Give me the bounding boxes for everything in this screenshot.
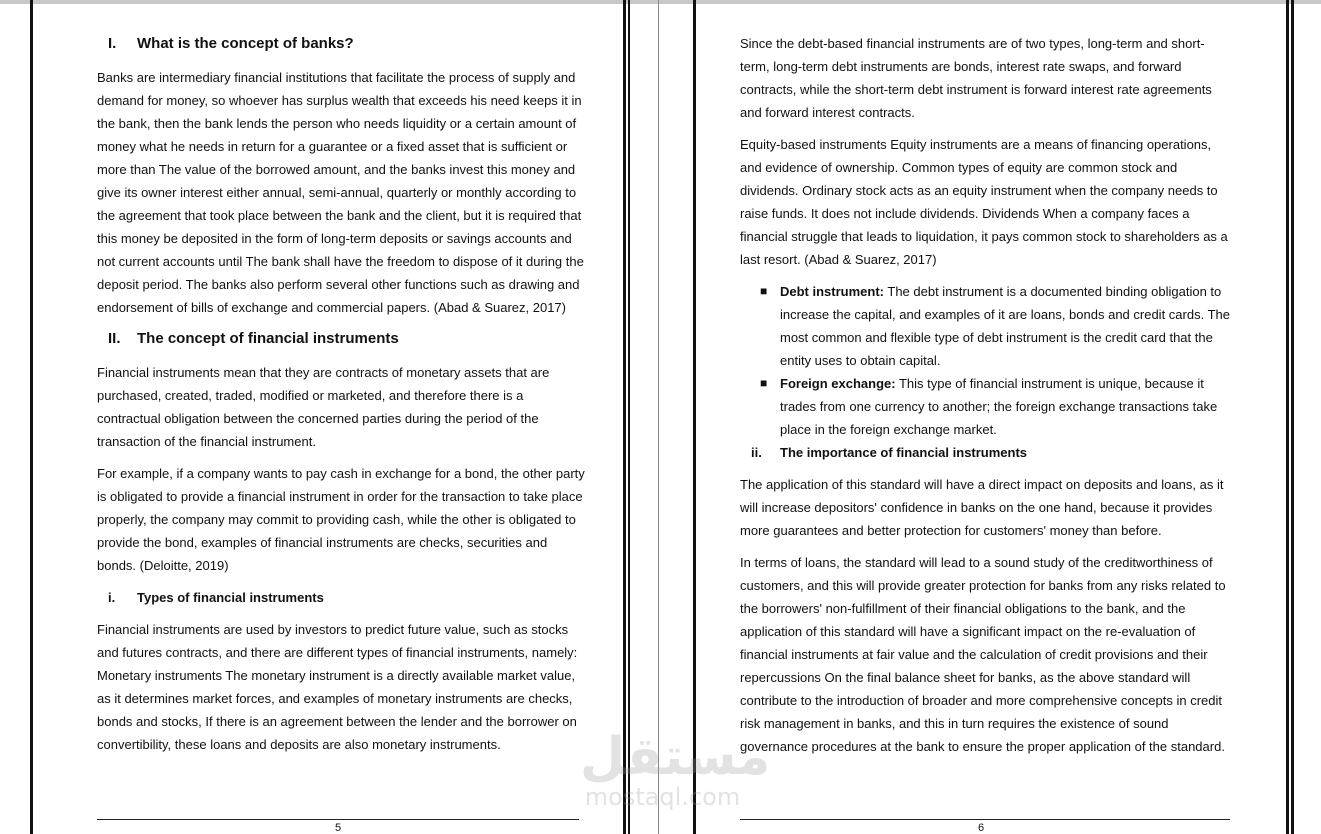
right-page-left-edge	[658, 0, 659, 834]
heading-title: Types of financial instruments	[137, 590, 324, 605]
right-page-right-border	[1286, 0, 1289, 834]
document-page-6	[696, 4, 1284, 834]
section-heading-concept-of-banks	[97, 33, 587, 55]
list-item	[740, 372, 1230, 441]
left-page-right-border	[623, 0, 626, 834]
document-page-5	[35, 4, 621, 834]
footer-rule	[97, 819, 579, 820]
paragraph-banks-definition: Banks are intermediary financial institutions that facilitate the process of supply and demand for money, so whoever has surplus wealth that exceeds his need keeps it in the bank, then the bank lends the person who needs liquidity or a certain amount of money what he needs in return for a guarantee or a fixed asset that is sufficient or more than The value of the borrowed amount, and the banks invest this money and give its owner interest either annual, semi-annual, quarterly or monthly according to the agreement that took place between the bank and the client, but it is required that this money be deposited in the form of long-term deposits or savings accounts and not current accounts until The bank shall have the freedom to dispose of it during the deposit period. The banks also perform several other functions such as drawing and endorsement of bills of exchange and commercial papers. (Abad & Suarez, 2017)	[97, 70, 584, 315]
page-5-content	[97, 33, 587, 765]
list-item	[740, 280, 1230, 372]
page-6-content	[740, 32, 1230, 767]
bullet-icon: ■	[760, 376, 768, 390]
footer-rule	[740, 819, 1230, 820]
mostaql-watermark	[580, 727, 771, 816]
bullet-term: Debt instrument:	[780, 284, 884, 299]
page-number: 5	[334, 822, 342, 834]
page-gap-border	[628, 0, 630, 834]
bullet-text: This type of financial instrument is unique, because it trades from one currency to another; the foreign exchange transactions take place in the foreign exchange market.	[780, 376, 1218, 437]
paragraph-standard-impact: The application of this standard will have a direct impact on deposits and loans, as it will increase depositors' confidence in banks on the one hand, because it provides more guarantees and better protection for customers' money than before.	[740, 477, 1224, 538]
heading-number: ii.	[751, 445, 762, 460]
paragraph-financial-instruments-meaning: Financial instruments mean that they are contracts of monetary assets that are purchased, created, traded, modified or marketed, and therefore there is a contractual obligation between the concerned parties during the period of the transaction of the financial instrument.	[97, 365, 550, 449]
heading-number: II.	[108, 330, 121, 347]
paragraph-types-of-instruments: Financial instruments are used by investors to predict future value, such as stocks and futures contracts, and there are different types of financial instruments, namely: Monetary instruments The monetary instrument is a directly available market value, as it determines market forces, and examples of monetary instruments are checks, bonds and stocks, If there is an agreement between the lender and the borrower on convertibility, these loans and deposits are also monetary instruments.	[97, 622, 578, 752]
paragraph-loans-impact: In terms of loans, the standard will lead to a sound study of the creditworthiness of customers, and this will provide greater protection for banks from any risks related to the borrowers' non-fulfillment of their financial obligations to the bank, and the application of this standard will have a significant impact on the re-evaluation of financial instruments at fair value and the calculation of credit provisions and their repercussions On the final balance sheet for banks, as the above standard will contribute to the introduction of broader and more comprehensive concepts in credit risk management in banks, and this in turn requires the existence of sound governance procedures at the bank to ensure the proper application of the standard.	[740, 555, 1226, 754]
section-heading-financial-instruments	[97, 328, 587, 350]
viewer-right-border	[1291, 0, 1294, 834]
heading-number: i.	[108, 590, 116, 605]
paragraph-debt-based-instruments: Since the debt-based financial instruments are of two types, long-term and short-term, long-term debt instruments are bonds, interest rate swaps, and forward contracts, while the short-term debt instrument is forward interest rate agreements and forward interest contracts.	[740, 36, 1212, 120]
instrument-bullet-list	[740, 280, 1230, 441]
heading-title: What is the concept of banks?	[137, 35, 354, 52]
bullet-text: The debt instrument is a documented binding obligation to increase the capital, and examples of it are loans, bonds and credit cards. The most common and flexible type of debt instrument is the credit card that the entity uses to obtain capital.	[780, 284, 1230, 368]
subsection-heading-types	[97, 586, 587, 609]
heading-title: The importance of financial instruments	[780, 445, 1028, 460]
bullet-term: Foreign exchange:	[780, 376, 896, 391]
left-page-border	[30, 0, 33, 834]
watermark-latin-text: mostaql.com	[584, 783, 741, 811]
heading-number: I.	[108, 35, 117, 52]
watermark-arabic-text: مستقل	[580, 727, 771, 787]
paragraph-equity-based-instruments: Equity-based instruments Equity instruments are a means of financing operations, and evidence of ownership. Common types of equity are common stock and dividends. Ordinary stock acts as an equity instrument when the company needs to raise funds. It does not include dividends. Dividends When a company faces a financial struggle that leads to liquidation, it pays common stock to shareholders as a last resort. (Abad & Suarez, 2017)	[740, 137, 1228, 267]
heading-title: The concept of financial instruments	[137, 330, 399, 347]
paragraph-bond-example: For example, if a company wants to pay cash in exchange for a bond, the other party is obligated to provide a financial instrument in order for the transaction to take place properly, the company may commit to providing cash, while the other is obligated to provide the bond, examples of financial instruments are checks, securities and bonds. (Deloitte, 2019)	[97, 466, 585, 573]
page-number: 6	[977, 822, 985, 834]
subsection-heading-importance	[740, 441, 1230, 464]
bullet-icon: ■	[760, 284, 768, 298]
